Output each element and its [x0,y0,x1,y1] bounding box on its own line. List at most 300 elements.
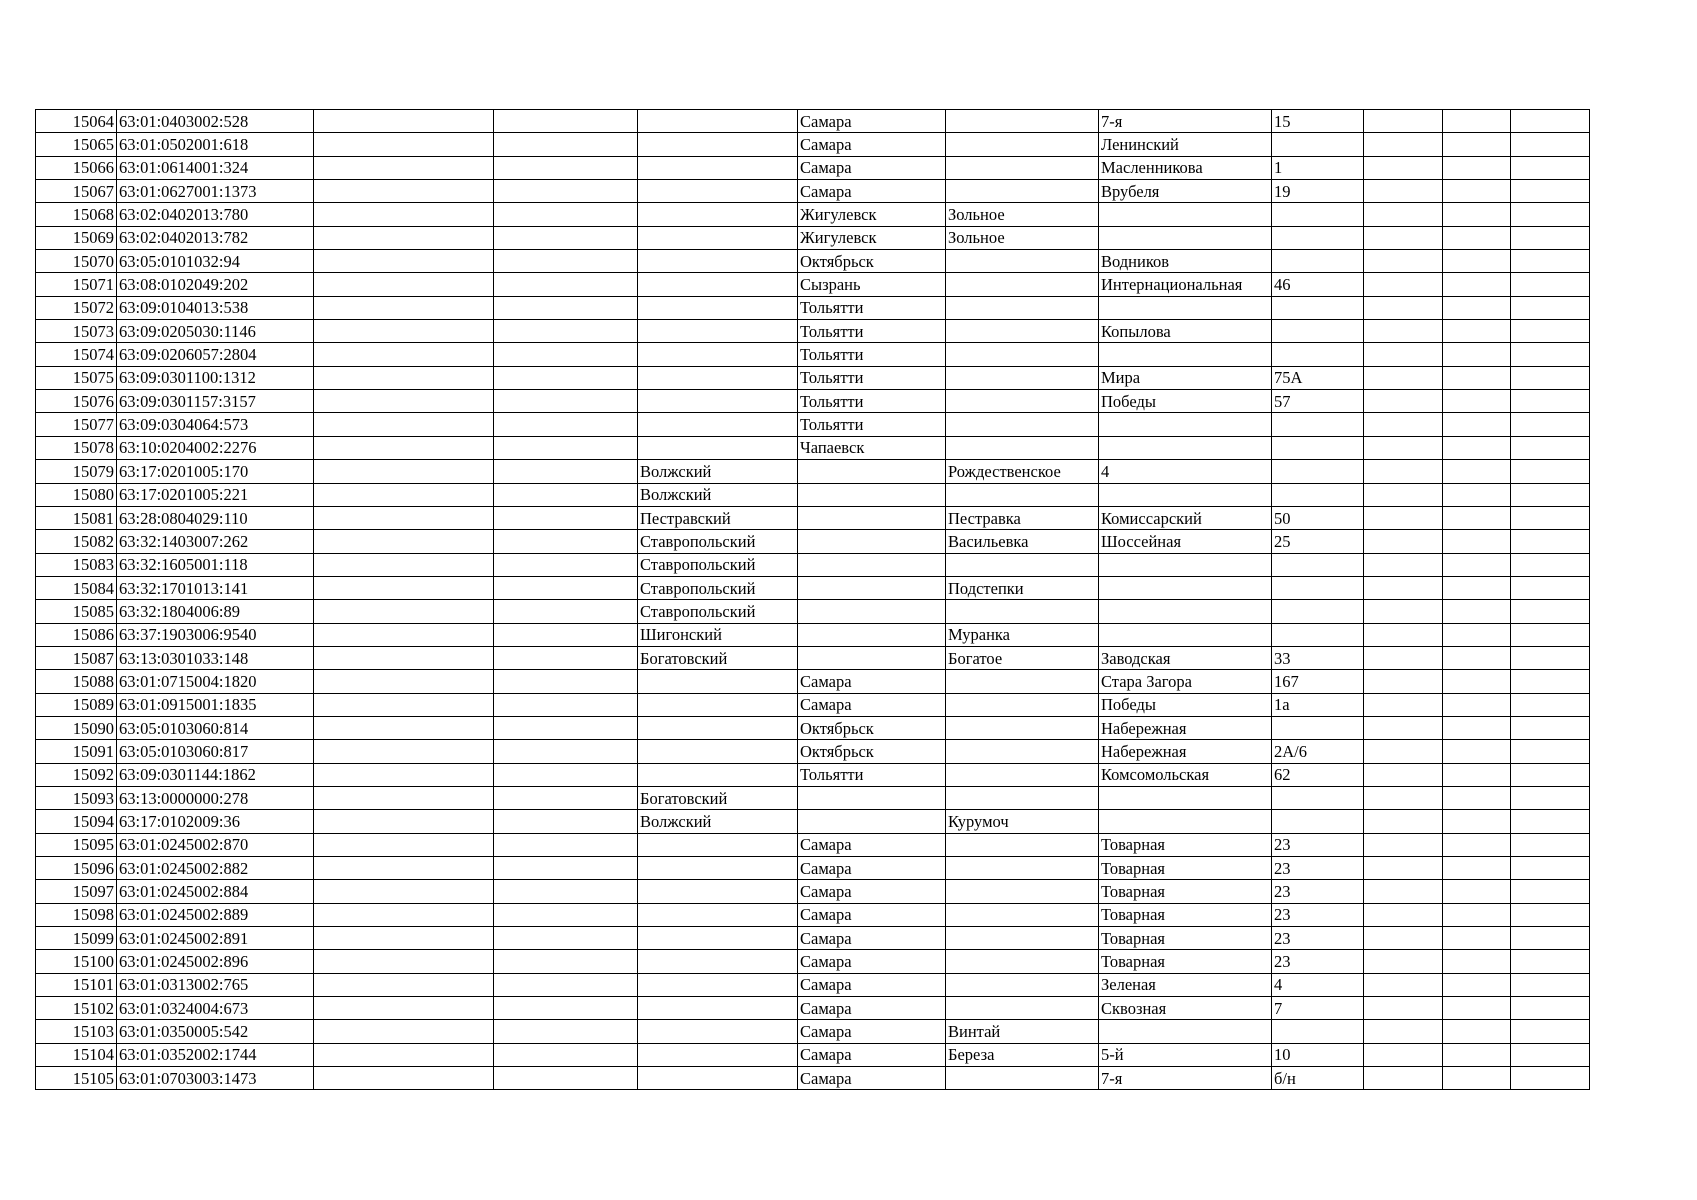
empty-cell-d [1443,320,1511,343]
cadastral-number-cell: 63:01:0352002:1744 [117,1043,314,1066]
district-cell [638,740,798,763]
settlement-cell [946,786,1099,809]
house-cell [1272,413,1364,436]
table-row [36,460,1590,483]
empty-cell-c [1364,156,1443,179]
empty-cell-d [1443,740,1511,763]
district-cell: Богатовский [638,646,798,669]
city-cell: Самара [798,833,946,856]
empty-cell-d [1443,436,1511,459]
cadastral-number-cell: 63:01:0703003:1473 [117,1067,314,1090]
empty-cell-a [314,880,494,903]
house-cell [1272,250,1364,273]
settlement-cell [946,553,1099,576]
table-row [36,716,1590,739]
cadastral-number-cell: 63:32:1403007:262 [117,530,314,553]
empty-cell-a [314,903,494,926]
district-cell [638,880,798,903]
empty-cell-a [314,646,494,669]
cadastral-number-cell: 63:01:0245002:870 [117,833,314,856]
settlement-cell [946,600,1099,623]
house-cell [1272,1020,1364,1043]
empty-cell-b [494,460,638,483]
empty-cell-a [314,226,494,249]
empty-cell-c [1364,390,1443,413]
house-cell: 23 [1272,880,1364,903]
empty-cell-d [1443,857,1511,880]
empty-cell-c [1364,413,1443,436]
street-cell [1099,553,1272,576]
row-number-cell: 15091 [36,740,117,763]
row-number-cell: 15095 [36,833,117,856]
row-number-cell: 15077 [36,413,117,436]
empty-cell-b [494,180,638,203]
table-row [36,530,1590,553]
district-cell [638,927,798,950]
empty-cell-c [1364,763,1443,786]
city-cell: Самара [798,903,946,926]
table-row [36,927,1590,950]
empty-cell-c [1364,460,1443,483]
row-number-cell: 15083 [36,553,117,576]
table-row [36,296,1590,319]
empty-cell-c [1364,950,1443,973]
house-cell: 46 [1272,273,1364,296]
empty-cell-e [1511,763,1590,786]
row-number-cell: 15074 [36,343,117,366]
empty-cell-c [1364,997,1443,1020]
house-cell [1272,786,1364,809]
empty-cell-b [494,693,638,716]
street-cell: Масленникова [1099,156,1272,179]
settlement-cell: Подстепки [946,576,1099,599]
city-cell [798,646,946,669]
city-cell [798,483,946,506]
settlement-cell [946,390,1099,413]
empty-cell-c [1364,273,1443,296]
street-cell: Сквозная [1099,997,1272,1020]
settlement-cell: Пестравка [946,506,1099,529]
house-cell: 167 [1272,670,1364,693]
row-number-cell: 15071 [36,273,117,296]
city-cell: Тольятти [798,320,946,343]
empty-cell-e [1511,600,1590,623]
street-cell: Ленинский [1099,133,1272,156]
cadastral-number-cell: 63:17:0102009:36 [117,810,314,833]
settlement-cell [946,180,1099,203]
city-cell: Октябрьск [798,716,946,739]
city-cell: Тольятти [798,413,946,436]
house-cell: 23 [1272,950,1364,973]
empty-cell-e [1511,553,1590,576]
street-cell: 7-я [1099,1067,1272,1090]
street-cell: Шоссейная [1099,530,1272,553]
settlement-cell [946,273,1099,296]
empty-cell-d [1443,156,1511,179]
table-row [36,180,1590,203]
city-cell: Самара [798,880,946,903]
house-cell [1272,320,1364,343]
table-row [36,506,1590,529]
empty-cell-a [314,203,494,226]
district-cell [638,716,798,739]
row-number-cell: 15100 [36,950,117,973]
empty-cell-b [494,1020,638,1043]
empty-cell-a [314,1067,494,1090]
empty-cell-c [1364,366,1443,389]
district-cell [638,436,798,459]
city-cell [798,786,946,809]
street-cell: Набережная [1099,716,1272,739]
empty-cell-a [314,390,494,413]
settlement-cell: Винтай [946,1020,1099,1043]
empty-cell-d [1443,670,1511,693]
street-cell [1099,786,1272,809]
row-number-cell: 15079 [36,460,117,483]
cadastral-number-cell: 63:09:0104013:538 [117,296,314,319]
row-number-cell: 15093 [36,786,117,809]
district-cell: Ставропольский [638,553,798,576]
house-cell [1272,460,1364,483]
cadastral-number-cell: 63:32:1701013:141 [117,576,314,599]
empty-cell-e [1511,436,1590,459]
city-cell [798,623,946,646]
street-cell: Товарная [1099,857,1272,880]
street-cell: 4 [1099,460,1272,483]
cadastral-number-cell: 63:10:0204002:2276 [117,436,314,459]
cadastral-number-cell: 63:32:1804006:89 [117,600,314,623]
house-cell [1272,600,1364,623]
row-number-cell: 15085 [36,600,117,623]
empty-cell-a [314,343,494,366]
empty-cell-b [494,646,638,669]
empty-cell-a [314,576,494,599]
empty-cell-c [1364,296,1443,319]
table-row [36,810,1590,833]
street-cell [1099,413,1272,436]
district-cell [638,763,798,786]
settlement-cell [946,343,1099,366]
row-number-cell: 15087 [36,646,117,669]
empty-cell-c [1364,530,1443,553]
empty-cell-a [314,1043,494,1066]
empty-cell-e [1511,226,1590,249]
district-cell [638,1020,798,1043]
street-cell: Стара Загора [1099,670,1272,693]
cadastral-number-cell: 63:13:0301033:148 [117,646,314,669]
empty-cell-d [1443,483,1511,506]
district-cell [638,413,798,436]
empty-cell-b [494,366,638,389]
settlement-cell [946,483,1099,506]
settlement-cell: Зольное [946,203,1099,226]
street-cell: Копылова [1099,320,1272,343]
cadastral-number-cell: 63:01:0313002:765 [117,973,314,996]
cadastral-number-cell: 63:01:0245002:884 [117,880,314,903]
table-row [36,483,1590,506]
empty-cell-d [1443,250,1511,273]
empty-cell-c [1364,436,1443,459]
city-cell: Самара [798,1043,946,1066]
empty-cell-e [1511,576,1590,599]
city-cell: Самара [798,133,946,156]
city-cell: Жигулевск [798,226,946,249]
empty-cell-d [1443,133,1511,156]
street-cell: 5-й [1099,1043,1272,1066]
empty-cell-a [314,997,494,1020]
table-row [36,950,1590,973]
empty-cell-b [494,810,638,833]
empty-cell-e [1511,1043,1590,1066]
empty-cell-a [314,366,494,389]
empty-cell-e [1511,483,1590,506]
cadastral-number-cell: 63:13:0000000:278 [117,786,314,809]
settlement-cell: Рождественское [946,460,1099,483]
empty-cell-e [1511,413,1590,436]
street-cell [1099,226,1272,249]
district-cell [638,833,798,856]
empty-cell-d [1443,180,1511,203]
empty-cell-a [314,1020,494,1043]
empty-cell-b [494,833,638,856]
table-row [36,786,1590,809]
district-cell [638,296,798,319]
row-number-cell: 15065 [36,133,117,156]
empty-cell-d [1443,950,1511,973]
empty-cell-e [1511,973,1590,996]
empty-cell-b [494,903,638,926]
settlement-cell [946,950,1099,973]
empty-cell-b [494,740,638,763]
empty-cell-e [1511,156,1590,179]
empty-cell-e [1511,857,1590,880]
empty-cell-b [494,273,638,296]
cadastral-number-cell: 63:01:0245002:889 [117,903,314,926]
cadastral-number-cell: 63:01:0403002:528 [117,110,314,133]
row-number-cell: 15086 [36,623,117,646]
house-cell: б/н [1272,1067,1364,1090]
empty-cell-d [1443,460,1511,483]
empty-cell-a [314,110,494,133]
street-cell [1099,343,1272,366]
settlement-cell [946,740,1099,763]
empty-cell-b [494,1043,638,1066]
settlement-cell [946,366,1099,389]
city-cell: Самара [798,973,946,996]
row-number-cell: 15064 [36,110,117,133]
city-cell: Тольятти [798,763,946,786]
city-cell: Самара [798,693,946,716]
empty-cell-e [1511,506,1590,529]
district-cell [638,226,798,249]
cadastral-number-cell: 63:01:0350005:542 [117,1020,314,1043]
district-cell [638,320,798,343]
cadastral-number-cell: 63:01:0245002:896 [117,950,314,973]
street-cell: Победы [1099,693,1272,716]
district-cell: Шигонский [638,623,798,646]
empty-cell-b [494,156,638,179]
house-cell [1272,296,1364,319]
empty-cell-e [1511,390,1590,413]
cadastral-number-cell: 63:01:0715004:1820 [117,670,314,693]
district-cell: Волжский [638,460,798,483]
house-cell [1272,203,1364,226]
table-row [36,320,1590,343]
empty-cell-e [1511,786,1590,809]
row-number-cell: 15101 [36,973,117,996]
empty-cell-d [1443,576,1511,599]
cadastral-number-cell: 63:08:0102049:202 [117,273,314,296]
city-cell: Тольятти [798,390,946,413]
empty-cell-d [1443,600,1511,623]
empty-cell-d [1443,880,1511,903]
cadastral-number-cell: 63:01:0245002:891 [117,927,314,950]
empty-cell-d [1443,1067,1511,1090]
table-row [36,857,1590,880]
empty-cell-b [494,250,638,273]
house-cell: 75А [1272,366,1364,389]
table-row [36,623,1590,646]
settlement-cell [946,670,1099,693]
empty-cell-b [494,786,638,809]
empty-cell-e [1511,903,1590,926]
settlement-cell [946,133,1099,156]
table-row [36,553,1590,576]
settlement-cell: Береза [946,1043,1099,1066]
settlement-cell [946,833,1099,856]
city-cell: Самара [798,1020,946,1043]
street-cell [1099,600,1272,623]
empty-cell-a [314,670,494,693]
settlement-cell [946,857,1099,880]
table-row [36,693,1590,716]
empty-cell-e [1511,693,1590,716]
settlement-cell [946,716,1099,739]
settlement-cell [946,156,1099,179]
empty-cell-a [314,460,494,483]
row-number-cell: 15069 [36,226,117,249]
empty-cell-e [1511,716,1590,739]
district-cell [638,366,798,389]
settlement-cell [946,693,1099,716]
registry-table-body [36,110,1590,1090]
empty-cell-e [1511,460,1590,483]
empty-cell-a [314,786,494,809]
district-cell [638,273,798,296]
table-row [36,133,1590,156]
settlement-cell: Курумоч [946,810,1099,833]
street-cell: Товарная [1099,880,1272,903]
empty-cell-d [1443,810,1511,833]
empty-cell-e [1511,366,1590,389]
street-cell: Заводская [1099,646,1272,669]
row-number-cell: 15084 [36,576,117,599]
house-cell [1272,576,1364,599]
city-cell [798,810,946,833]
table-row [36,600,1590,623]
street-cell: Товарная [1099,903,1272,926]
empty-cell-a [314,833,494,856]
settlement-cell [946,880,1099,903]
settlement-cell: Васильевка [946,530,1099,553]
district-cell [638,250,798,273]
empty-cell-d [1443,366,1511,389]
empty-cell-c [1364,133,1443,156]
district-cell [638,973,798,996]
house-cell [1272,436,1364,459]
settlement-cell: Муранка [946,623,1099,646]
empty-cell-c [1364,226,1443,249]
district-cell [638,1043,798,1066]
row-number-cell: 15092 [36,763,117,786]
table-row [36,646,1590,669]
row-number-cell: 15094 [36,810,117,833]
row-number-cell: 15076 [36,390,117,413]
house-cell [1272,226,1364,249]
settlement-cell [946,110,1099,133]
empty-cell-a [314,600,494,623]
cadastral-number-cell: 63:28:0804029:110 [117,506,314,529]
city-cell: Октябрьск [798,740,946,763]
house-cell [1272,623,1364,646]
street-cell: Товарная [1099,927,1272,950]
empty-cell-a [314,740,494,763]
empty-cell-b [494,530,638,553]
cadastral-number-cell: 63:17:0201005:170 [117,460,314,483]
table-row [36,1043,1590,1066]
table-row [36,413,1590,436]
cadastral-number-cell: 63:01:0627001:1373 [117,180,314,203]
row-number-cell: 15082 [36,530,117,553]
district-cell [638,670,798,693]
row-number-cell: 15104 [36,1043,117,1066]
row-number-cell: 15103 [36,1020,117,1043]
row-number-cell: 15098 [36,903,117,926]
settlement-cell [946,296,1099,319]
cadastral-number-cell: 63:05:0103060:814 [117,716,314,739]
street-cell [1099,436,1272,459]
city-cell: Тольятти [798,366,946,389]
empty-cell-a [314,693,494,716]
house-cell: 62 [1272,763,1364,786]
settlement-cell: Зольное [946,226,1099,249]
empty-cell-b [494,506,638,529]
street-cell [1099,1020,1272,1043]
district-cell: Волжский [638,483,798,506]
empty-cell-d [1443,413,1511,436]
city-cell: Самара [798,1067,946,1090]
house-cell: 23 [1272,927,1364,950]
empty-cell-d [1443,997,1511,1020]
cadastral-number-cell: 63:09:0301100:1312 [117,366,314,389]
house-cell: 23 [1272,857,1364,880]
empty-cell-d [1443,1020,1511,1043]
empty-cell-e [1511,530,1590,553]
district-cell: Пестравский [638,506,798,529]
street-cell [1099,296,1272,319]
district-cell [638,950,798,973]
table-row [36,1020,1590,1043]
row-number-cell: 15067 [36,180,117,203]
empty-cell-b [494,296,638,319]
street-cell: Комсомольская [1099,763,1272,786]
table-row [36,997,1590,1020]
district-cell: Ставропольский [638,576,798,599]
empty-cell-b [494,670,638,693]
city-cell: Октябрьск [798,250,946,273]
street-cell: Мира [1099,366,1272,389]
city-cell: Самара [798,156,946,179]
